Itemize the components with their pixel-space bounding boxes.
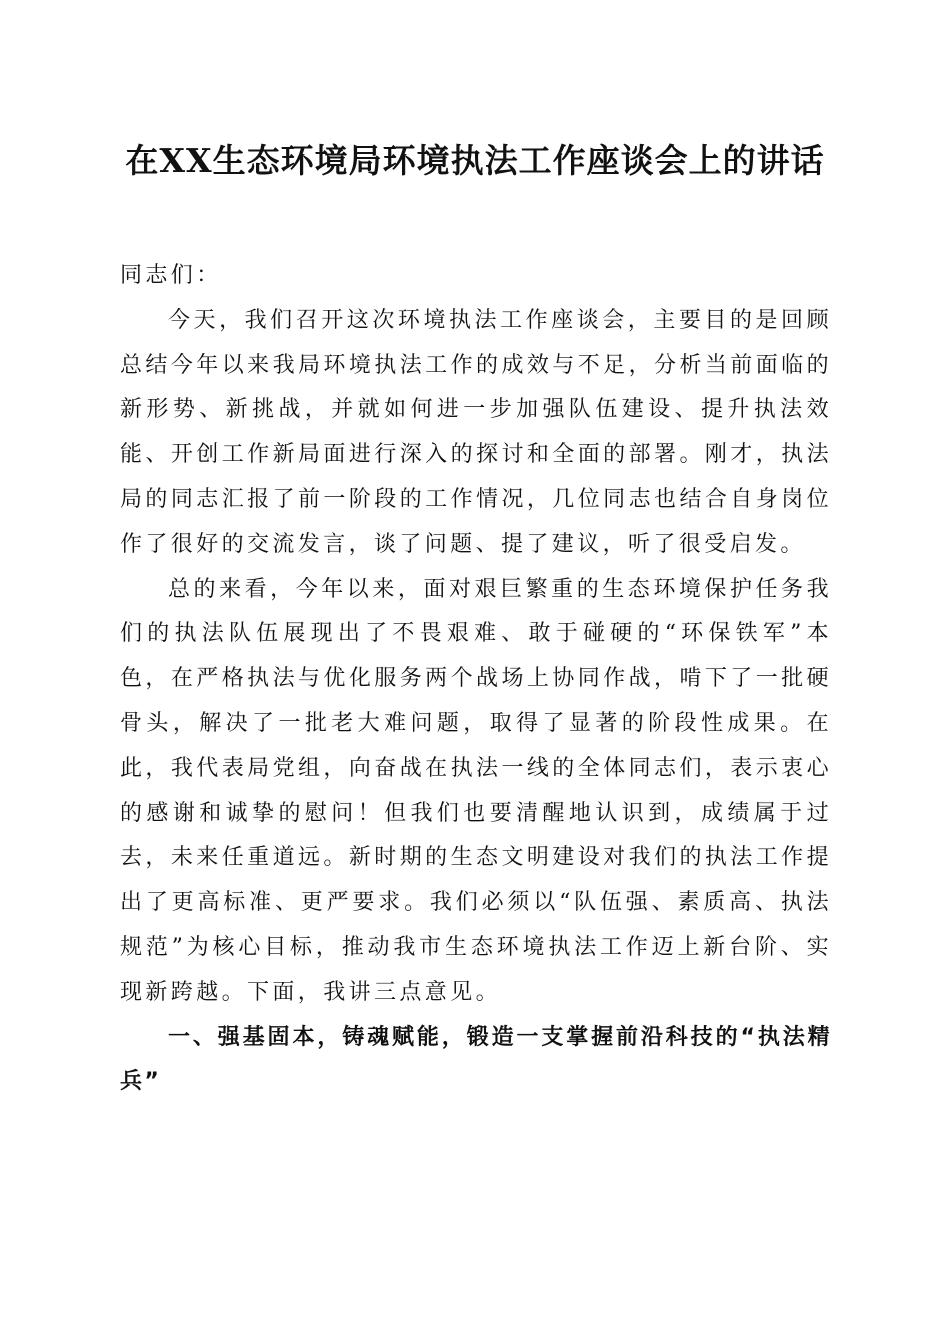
body-paragraph-2: 总的来看，今年以来，面对艰巨繁重的生态环境保护任务我们的执法队伍展现出了不畏艰难、敢于碰硬的“环保铁军”本色，在严格执法与优化服务两个战场上协同作战，啃下了一批硬骨头，解决了一批老大难问题，取得了显著的阶段性成果。在此，我代表局党组，向奋战在执法一线的全体同志们，表示衷心的感谢和诚挚的慰问！但我们也要清醒地认识到，成绩属于过去，未来任重道远。新时期的生态文明建设对我们的执法工作提出了更高标准、更严要求。我们必须以“队伍强、素质高、执法规范”为核心目标，推动我市生态环境执法工作迈上新台阶、实现新跨越。下面，我讲三点意见。 (120, 576, 832, 1005)
salutation: 同志们： (120, 263, 222, 288)
document-body (120, 254, 832, 1105)
body-paragraph-1: 今天，我们召开这次环境执法工作座谈会，主要目的是回顾总结今年以来我局环境执法工作的成效与不足，分析当前面临的新形势、新挑战，并就如何进一步加强队伍建设、提升执法效能、开创工作新局面进行深入的探讨和全面的部署。刚才，执法局的同志汇报了前一阶段的工作情况，几位同志也结合自身岗位作了很好的交流发言，谈了问题、提了建议，听了很受启发。 (120, 307, 832, 557)
section-heading-1: 一、强基固本，铸魂赋能，锻造一支掌握前沿科技的“执法精兵” (120, 1024, 832, 1095)
document-title: 在XX生态环境局环境执法工作座谈会上的讲话 (125, 141, 825, 180)
